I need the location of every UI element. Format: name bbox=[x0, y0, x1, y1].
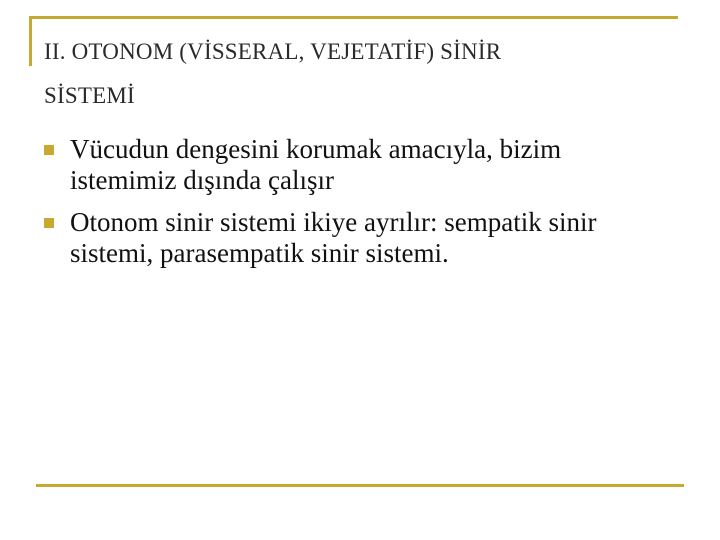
bullet-text: Otonom sinir sistemi ikiye ayrılır: sempatik sinir sistemi, parasempatik sinir sistemi. bbox=[70, 207, 597, 268]
title-line-2: SİSTEMİ bbox=[44, 83, 135, 108]
bullet-text: Vücudun dengesini korumak amacıyla, bizim istemimiz dışında çalışır bbox=[70, 134, 562, 195]
bullet-item bbox=[44, 134, 674, 196]
left-rule bbox=[29, 16, 32, 66]
top-rule bbox=[29, 16, 678, 19]
title-line-1: II. OTONOM (VİSSERAL, VEJETATİF) SİNİR bbox=[44, 39, 502, 64]
bottom-rule bbox=[36, 484, 684, 487]
bullet-item bbox=[44, 207, 674, 269]
square-bullet-icon bbox=[44, 145, 54, 155]
square-bullet-icon bbox=[44, 218, 54, 228]
slide-title bbox=[44, 30, 664, 118]
bullet-list bbox=[44, 134, 674, 280]
